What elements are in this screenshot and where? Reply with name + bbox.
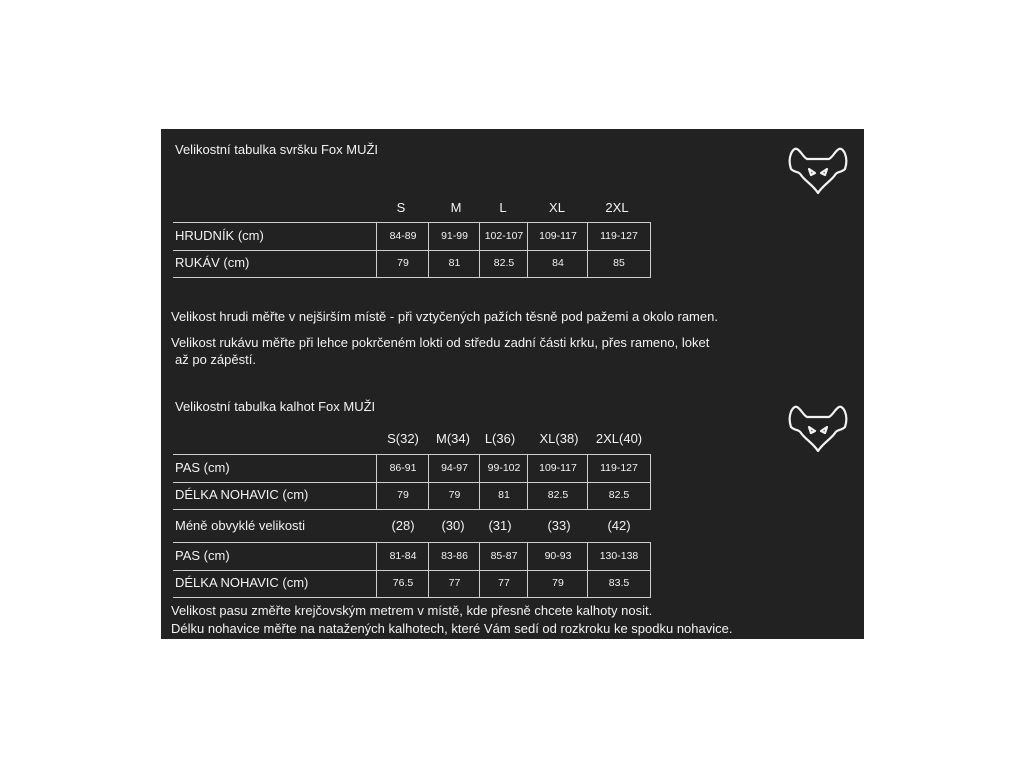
pants-note-waist: Velikost pasu změřte krejčovským metrem v místě, kde přesně chcete kalhoty nosit. <box>171 603 653 618</box>
table-cell: 81-84 <box>376 543 429 570</box>
row-label: DÉLKA NOHAVIC (cm) <box>175 487 309 502</box>
table-cell: 77 <box>428 570 480 597</box>
table-cell: 83.5 <box>587 570 651 597</box>
fox-head-logo-icon <box>783 397 853 455</box>
pants-size-2xl: 2XL(40) <box>595 431 643 446</box>
table-cell: 81 <box>428 250 480 277</box>
pants-note-length: Délku nohavice měřte na natažených kalhotech, které Vám sedí od rozkroku ke spodku nohavice. <box>171 621 733 636</box>
tops-size-2xl: 2XL <box>605 200 629 215</box>
table-cell: 109-117 <box>527 455 588 482</box>
tops-size-l: L <box>499 200 507 215</box>
pants-size-xl: XL(38) <box>539 431 579 446</box>
tops-note-sleeve-cont: až po zápěstí. <box>175 352 256 367</box>
row-label: PAS (cm) <box>175 460 230 475</box>
pants-size-m: M(34) <box>436 431 470 446</box>
tops-size-s: S <box>396 200 406 215</box>
less-common-size: (30) <box>441 518 465 533</box>
table-cell: 85-87 <box>479 543 528 570</box>
table-cell: 82.5 <box>527 482 588 509</box>
table-cell: 119-127 <box>587 455 651 482</box>
table-cell: 99-102 <box>479 455 528 482</box>
table-cell: 84-89 <box>376 223 429 250</box>
table-cell: 86-91 <box>376 455 429 482</box>
less-common-label: Méně obvyklé velikosti <box>175 518 306 533</box>
pants-title: Velikostní tabulka kalhot Fox MUŽI <box>175 399 376 414</box>
row-label: DÉLKA NOHAVIC (cm) <box>175 575 309 590</box>
pants-size-l: L(36) <box>484 431 516 446</box>
row-label: PAS (cm) <box>175 548 230 563</box>
table-cell: 82.5 <box>587 482 651 509</box>
table-cell: 130-138 <box>587 543 651 570</box>
table-cell: 119-127 <box>587 223 651 250</box>
table-row <box>173 250 651 278</box>
table-cell: 82.5 <box>479 250 528 277</box>
table-cell: 102-107 <box>479 223 528 250</box>
less-common-size: (28) <box>391 518 415 533</box>
table-cell: 109-117 <box>527 223 588 250</box>
table-cell: 79 <box>376 250 429 277</box>
table-cell: 91-99 <box>428 223 480 250</box>
table-cell: 81 <box>479 482 528 509</box>
table-cell: 84 <box>527 250 588 277</box>
table-cell: 79 <box>527 570 588 597</box>
row-label: RUKÁV (cm) <box>175 255 250 270</box>
tops-size-m: M <box>450 200 462 215</box>
table-row <box>173 222 651 251</box>
table-row <box>173 542 651 571</box>
table-row <box>173 570 651 598</box>
less-common-size: (31) <box>488 518 512 533</box>
table-cell: 83-86 <box>428 543 480 570</box>
table-cell: 85 <box>587 250 651 277</box>
less-common-size: (33) <box>547 518 571 533</box>
table-row <box>173 454 651 483</box>
size-chart-panel <box>161 129 864 639</box>
tops-size-xl: XL <box>549 200 565 215</box>
table-cell: 76.5 <box>376 570 429 597</box>
row-label: HRUDNÍK (cm) <box>175 228 264 243</box>
fox-head-logo-icon <box>783 139 853 197</box>
table-cell: 79 <box>376 482 429 509</box>
tops-note-chest: Velikost hrudi měřte v nejširším místě - při vztyčených pažích těsně pod pažemi a okolo ramen. <box>171 309 718 324</box>
pants-size-s: S(32) <box>387 431 419 446</box>
tops-note-sleeve: Velikost rukávu měřte při lehce pokrčeném lokti od středu zadní části krku, přes rameno, loket <box>171 335 710 350</box>
table-row <box>173 482 651 510</box>
table-cell: 77 <box>479 570 528 597</box>
tops-title: Velikostní tabulka svršku Fox MUŽI <box>175 142 379 157</box>
table-cell: 94-97 <box>428 455 480 482</box>
table-cell: 79 <box>428 482 480 509</box>
less-common-size: (42) <box>607 518 631 533</box>
table-cell: 90-93 <box>527 543 588 570</box>
